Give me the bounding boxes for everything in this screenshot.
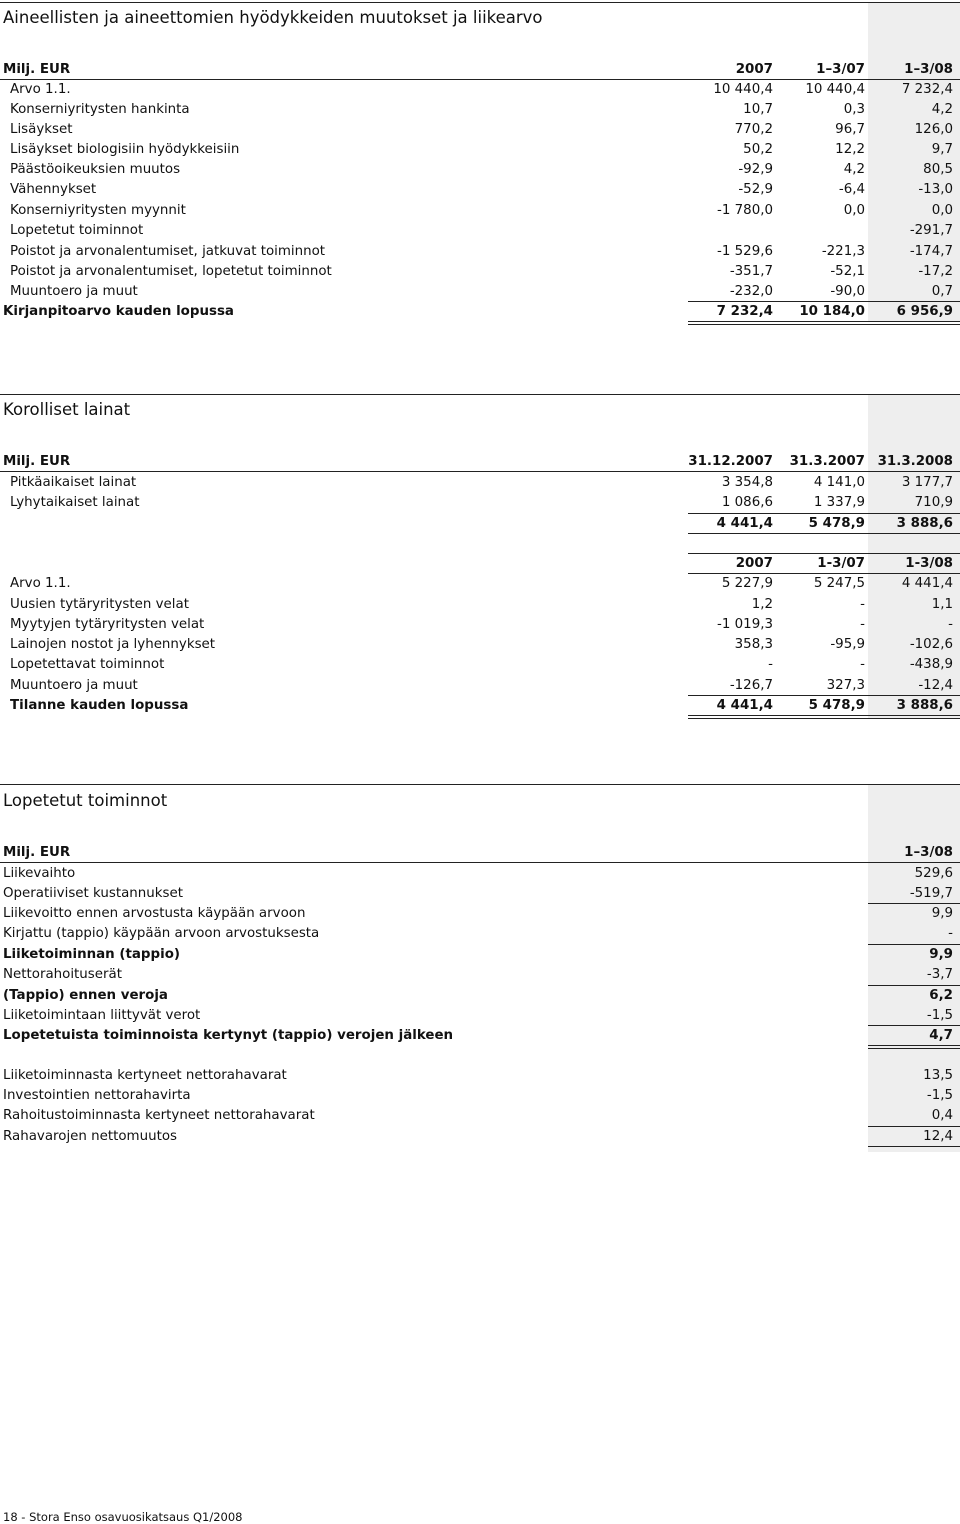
row-label: Tilanne kauden lopussa — [10, 698, 189, 713]
section-title: Lopetetut toiminnot — [3, 791, 168, 810]
table-row — [0, 655, 960, 675]
subtotal-row — [0, 945, 960, 965]
table-row — [0, 1006, 960, 1026]
cell-value: - — [948, 617, 953, 632]
subtotal-row — [0, 986, 960, 1006]
table-header-row — [0, 452, 960, 472]
unit-label: Milj. EUR — [3, 62, 71, 77]
cell-value: 3 354,8 — [721, 475, 773, 490]
row-label: Päästöoikeuksien muutos — [10, 162, 181, 177]
cell-value: 96,7 — [835, 122, 865, 137]
cell-value: 9,9 — [931, 906, 953, 921]
column-header: 1-3/07 — [817, 556, 865, 571]
table-row — [0, 473, 960, 493]
cell-value: -6,4 — [838, 182, 865, 197]
row-label: Liikevoitto ennen arvostusta käypään arvoon — [3, 906, 306, 921]
cell-value: 5 227,9 — [721, 576, 773, 591]
row-label: Lisäykset — [10, 122, 73, 137]
table-row — [0, 1106, 960, 1126]
cell-value: 0,7 — [931, 284, 953, 299]
row-label: Poistot ja arvonalentumiset, lopetetut toiminnot — [10, 264, 332, 279]
table-header-row — [0, 843, 960, 863]
column-header: 2007 — [735, 62, 773, 77]
cell-value: -95,9 — [830, 637, 865, 652]
table-row — [0, 120, 960, 140]
cell-value: 5 478,9 — [808, 698, 865, 713]
cell-value: 1 086,6 — [721, 495, 773, 510]
cell-value: -1 019,3 — [717, 617, 773, 632]
column-header: 1–3/08 — [904, 62, 953, 77]
row-label: Poistot ja arvonalentumiset, jatkuvat toiminnot — [10, 244, 326, 259]
cell-value: 1 337,9 — [813, 495, 865, 510]
cell-value: - — [860, 617, 865, 632]
total-row — [0, 1026, 960, 1046]
cell-value: - — [860, 597, 865, 612]
row-label: Muuntoero ja muut — [10, 678, 138, 693]
total-row — [0, 1127, 960, 1147]
row-label: Lainojen nostot ja lyhennykset — [10, 637, 216, 652]
cell-value: 4,2 — [843, 162, 865, 177]
unit-label: Milj. EUR — [3, 454, 71, 469]
row-label: Rahavarojen nettomuutos — [3, 1129, 177, 1144]
cell-value: -1 529,6 — [717, 244, 773, 259]
table-row — [0, 493, 960, 513]
header-underline — [0, 862, 960, 863]
table-row — [0, 864, 960, 884]
cell-value: 3 888,6 — [896, 516, 953, 531]
cell-value: 770,2 — [734, 122, 773, 137]
table-row — [0, 242, 960, 262]
subtotal-underline — [688, 533, 960, 534]
cell-value: -126,7 — [729, 678, 773, 693]
cell-value: 126,0 — [914, 122, 953, 137]
cell-value: 4 441,4 — [716, 516, 773, 531]
cell-value: -519,7 — [909, 886, 953, 901]
section-top-rule — [0, 784, 960, 785]
cell-value: -438,9 — [909, 657, 953, 672]
total-double-rule — [688, 321, 960, 325]
table-row — [0, 1066, 960, 1086]
row-label: Kirjattu (tappio) käypään arvoon arvostuksesta — [3, 926, 320, 941]
cell-value: -102,6 — [909, 637, 953, 652]
column-header: 31.12.2007 — [688, 454, 773, 469]
cell-value: 4,2 — [931, 102, 953, 117]
section-top-rule — [0, 2, 960, 3]
section-title: Aineellisten ja aineettomien hyödykkeiden muutokset ja liikearvo — [3, 8, 543, 27]
table-row — [0, 201, 960, 221]
cell-value: 9,7 — [931, 142, 953, 157]
table-row — [0, 595, 960, 615]
cell-value: 529,6 — [914, 866, 953, 881]
cell-value: 4 441,4 — [901, 576, 953, 591]
table-header-row — [0, 60, 960, 80]
subtotal-row — [0, 514, 960, 534]
cell-value: 0,0 — [843, 203, 865, 218]
total-row — [0, 302, 960, 322]
row-label: Liiketoimintaan liittyvät verot — [3, 1008, 201, 1023]
row-label: Arvo 1.1. — [10, 576, 71, 591]
cell-value: 6,2 — [929, 988, 953, 1003]
table-row — [0, 884, 960, 904]
row-label: Muuntoero ja muut — [10, 284, 138, 299]
row-label: Lopetetuista toiminnoista kertynyt (tappio) verojen jälkeen — [3, 1028, 454, 1043]
table-row — [0, 965, 960, 985]
cell-value: 10 440,4 — [805, 82, 865, 97]
cell-value: -90,0 — [830, 284, 865, 299]
cell-value: -92,9 — [738, 162, 773, 177]
table-row — [0, 904, 960, 924]
column-header: 2007 — [735, 556, 773, 571]
cell-value: -17,2 — [918, 264, 953, 279]
row-label: Vähennykset — [10, 182, 97, 197]
cell-value: 3 888,6 — [896, 698, 953, 713]
cell-value: 1,1 — [931, 597, 953, 612]
table-row — [0, 635, 960, 655]
cell-value: 12,2 — [835, 142, 865, 157]
table-row — [0, 160, 960, 180]
row-label: Arvo 1.1. — [10, 82, 71, 97]
cell-value: 3 177,7 — [901, 475, 953, 490]
row-label: (Tappio) ennen veroja — [3, 988, 168, 1003]
cell-value: -174,7 — [909, 244, 953, 259]
cell-value: 327,3 — [826, 678, 865, 693]
cell-value: 9,9 — [929, 947, 953, 962]
table-row — [0, 574, 960, 594]
cell-value: -12,4 — [918, 678, 953, 693]
section-top-rule — [0, 394, 960, 395]
total-double-rule — [868, 1045, 960, 1049]
table-row — [0, 180, 960, 200]
table-row — [0, 100, 960, 120]
column-header: 1–3/08 — [904, 845, 953, 860]
row-label: Lopetetut toiminnot — [10, 223, 144, 238]
cell-value: 10 440,4 — [713, 82, 773, 97]
row-label: Myytyjen tytäryritysten velat — [10, 617, 205, 632]
table-row — [0, 80, 960, 100]
section-title: Korolliset lainat — [3, 400, 131, 419]
row-label: Konserniyritysten hankinta — [10, 102, 190, 117]
cell-value: 7 232,4 — [901, 82, 953, 97]
table-row — [0, 1086, 960, 1106]
cell-value: - — [860, 657, 865, 672]
cell-value: -232,0 — [729, 284, 773, 299]
row-label: Lisäykset biologisiin hyödykkeisiin — [10, 142, 240, 157]
cell-value: -52,9 — [738, 182, 773, 197]
cell-value: -1,5 — [926, 1088, 953, 1103]
cell-value: - — [948, 926, 953, 941]
unit-label: Milj. EUR — [3, 845, 71, 860]
cell-value: 0,0 — [931, 203, 953, 218]
row-label: Nettorahoituserät — [3, 967, 122, 982]
row-label: Rahoitustoiminnasta kertyneet nettorahavarat — [3, 1108, 315, 1123]
cell-value: 0,4 — [931, 1108, 953, 1123]
table-row — [0, 676, 960, 696]
cell-value: 4 441,4 — [716, 698, 773, 713]
header-underline — [0, 471, 960, 472]
table-row — [0, 262, 960, 282]
table-row — [0, 924, 960, 944]
table-row — [0, 282, 960, 302]
cell-value: 80,5 — [923, 162, 953, 177]
section-interest-bearing-loans — [0, 392, 960, 722]
row-label: Uusien tytäryritysten velat — [10, 597, 189, 612]
column-header: 1-3/08 — [905, 556, 953, 571]
cell-value: 4,7 — [929, 1028, 953, 1043]
column-header: 1–3/07 — [816, 62, 865, 77]
row-label: Lopetettavat toiminnot — [10, 657, 165, 672]
table-row — [0, 615, 960, 635]
row-label: Liiketoiminnan (tappio) — [3, 947, 181, 962]
total-double-rule — [688, 715, 960, 719]
row-label: Kirjanpitoarvo kauden lopussa — [3, 304, 234, 319]
cell-value: 4 141,0 — [813, 475, 865, 490]
cell-value: -13,0 — [918, 182, 953, 197]
cell-value: 13,5 — [923, 1068, 953, 1083]
cell-value: 358,3 — [734, 637, 773, 652]
row-label: Investointien nettorahavirta — [3, 1088, 191, 1103]
total-underline — [868, 1146, 960, 1147]
cell-value: 1,2 — [751, 597, 773, 612]
row-label: Lyhytaikaiset lainat — [10, 495, 140, 510]
cell-value: 10 184,0 — [799, 304, 865, 319]
cell-value: - — [768, 657, 773, 672]
cell-value: 5 478,9 — [808, 516, 865, 531]
row-label: Konserniyritysten myynnit — [10, 203, 186, 218]
cell-value: 6 956,9 — [896, 304, 953, 319]
cell-value: 0,3 — [843, 102, 865, 117]
column-header: 31.3.2008 — [877, 454, 953, 469]
cell-value: 12,4 — [923, 1129, 953, 1144]
section-discontinued-operations — [0, 782, 960, 1152]
cell-value: 50,2 — [743, 142, 773, 157]
cell-value: -1,5 — [926, 1008, 953, 1023]
cell-value: -1 780,0 — [717, 203, 773, 218]
column-header: 31.3.2007 — [789, 454, 865, 469]
table-row — [0, 140, 960, 160]
cell-value: -221,3 — [821, 244, 865, 259]
cell-value: -52,1 — [830, 264, 865, 279]
row-label: Liikevaihto — [3, 866, 76, 881]
row-label: Liiketoiminnasta kertyneet nettorahavarat — [3, 1068, 287, 1083]
cell-value: 5 247,5 — [813, 576, 865, 591]
total-row — [0, 696, 960, 716]
section-assets-changes — [0, 0, 960, 330]
table-header-row — [0, 554, 960, 574]
cell-value: -3,7 — [926, 967, 953, 982]
row-label: Operatiiviset kustannukset — [3, 886, 183, 901]
cell-value: -291,7 — [909, 223, 953, 238]
cell-value: -351,7 — [729, 264, 773, 279]
page-footer: 18 - Stora Enso osavuosikatsaus Q1/2008 — [3, 1510, 243, 1524]
cell-value: 710,9 — [914, 495, 953, 510]
table-row — [0, 221, 960, 241]
row-label: Pitkäaikaiset lainat — [10, 475, 137, 490]
cell-value: 10,7 — [743, 102, 773, 117]
cell-value: 7 232,4 — [716, 304, 773, 319]
